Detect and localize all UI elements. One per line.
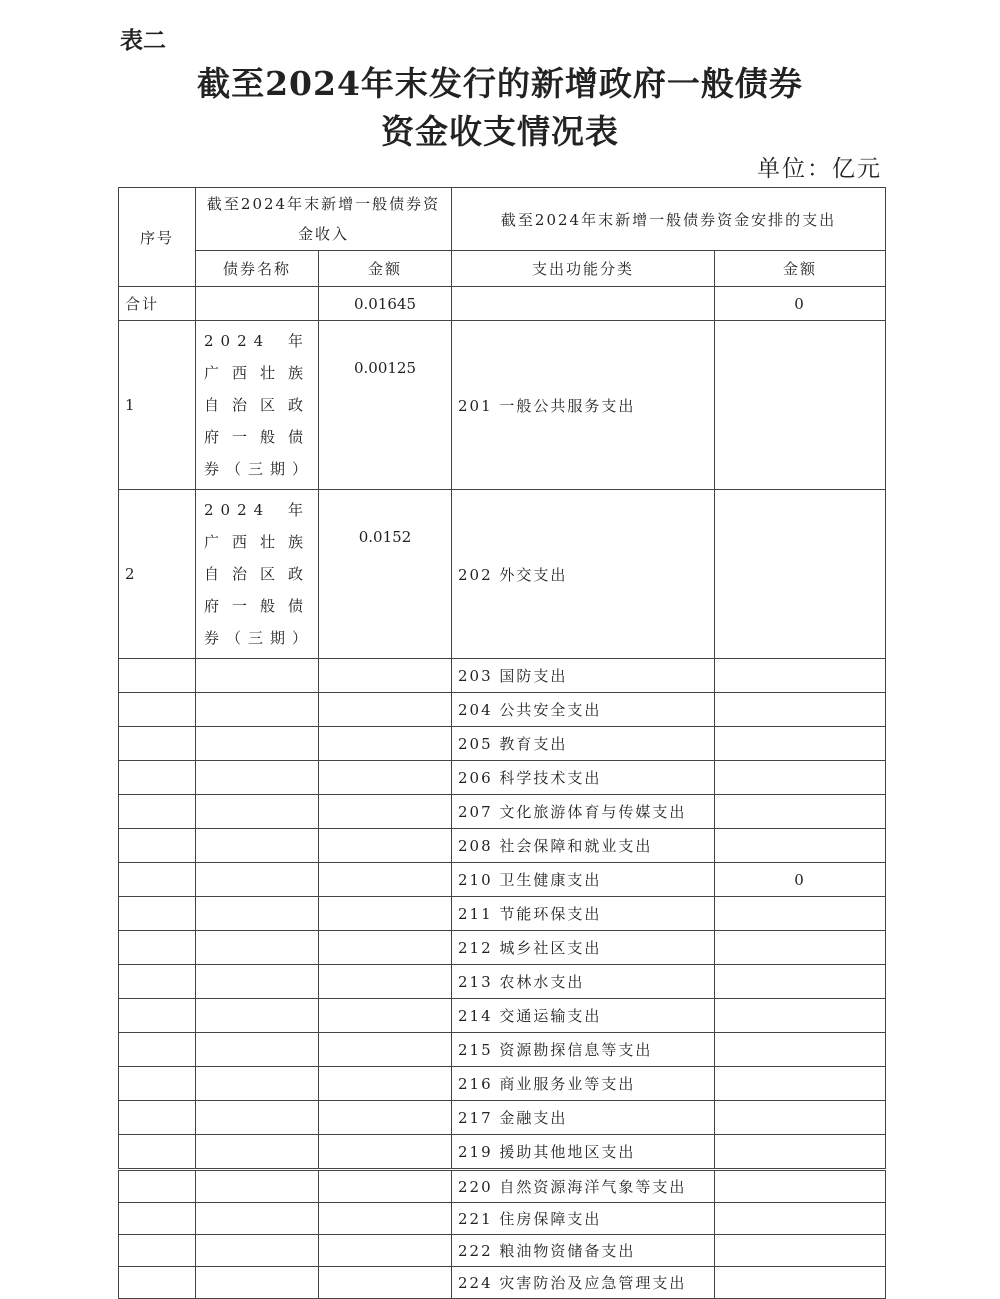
total-label: 合计 — [119, 287, 196, 321]
table-label: 表二 — [120, 28, 166, 54]
row-seq — [119, 727, 196, 761]
row-amount — [319, 931, 452, 965]
row-expense-amount — [715, 659, 886, 693]
row-seq — [119, 1235, 196, 1267]
row-seq — [119, 1267, 196, 1299]
row-seq — [119, 931, 196, 965]
row-bond-name — [196, 1267, 319, 1299]
row-bond-name — [196, 863, 319, 897]
row-category: 205 教育支出 — [452, 727, 715, 761]
row-bond-name — [196, 761, 319, 795]
row-expense-amount — [715, 1203, 886, 1235]
row-category: 202 外交支出 — [452, 490, 715, 659]
row-amount — [319, 829, 452, 863]
header-bond-name: 债券名称 — [196, 251, 319, 287]
row-seq — [119, 897, 196, 931]
table-row — [119, 1267, 886, 1299]
row-amount — [319, 965, 452, 999]
row-category: 201 一般公共服务支出 — [452, 321, 715, 490]
row-category: 222 粮油物资储备支出 — [452, 1235, 715, 1267]
total-bond-name — [196, 287, 319, 321]
row-category: 221 住房保障支出 — [452, 1203, 715, 1235]
table-row — [119, 761, 886, 795]
table-row — [119, 965, 886, 999]
row-bond-name — [196, 1235, 319, 1267]
row-seq — [119, 1033, 196, 1067]
table-row — [119, 999, 886, 1033]
row-expense-amount — [715, 1267, 886, 1299]
row-expense-amount — [715, 693, 886, 727]
row-category: 212 城乡社区支出 — [452, 931, 715, 965]
row-expense-amount — [715, 795, 886, 829]
row-seq — [119, 1170, 196, 1203]
row-expense-amount — [715, 1067, 886, 1101]
row-bond-name — [196, 795, 319, 829]
row-seq — [119, 863, 196, 897]
row-expense-amount — [715, 1135, 886, 1170]
row-seq — [119, 829, 196, 863]
row-bond-name — [196, 693, 319, 727]
row-amount — [319, 1033, 452, 1067]
row-category: 220 自然资源海洋气象等支出 — [452, 1170, 715, 1203]
table-row — [119, 1135, 886, 1170]
table-row — [119, 897, 886, 931]
row-category: 211 节能环保支出 — [452, 897, 715, 931]
row-amount — [319, 693, 452, 727]
row-category: 213 农林水支出 — [452, 965, 715, 999]
row-amount — [319, 727, 452, 761]
row-amount — [319, 659, 452, 693]
row-expense-amount: 0 — [715, 863, 886, 897]
table-row — [119, 1067, 886, 1101]
row-bond-name — [196, 1135, 319, 1170]
table-row — [119, 1101, 886, 1135]
row-amount — [319, 1203, 452, 1235]
row-category: 215 资源勘探信息等支出 — [452, 1033, 715, 1067]
header-income-group: 截至2024年末新增一般债券资金收入 — [196, 188, 452, 251]
row-category: 208 社会保障和就业支出 — [452, 829, 715, 863]
row-category: 219 援助其他地区支出 — [452, 1135, 715, 1170]
row-expense-amount — [715, 761, 886, 795]
row-expense-amount — [715, 999, 886, 1033]
row-amount — [319, 999, 452, 1033]
row-bond-name — [196, 1033, 319, 1067]
row-seq — [119, 1101, 196, 1135]
row-amount — [319, 1067, 452, 1101]
total-income-amount: 0.01645 — [319, 287, 452, 321]
row-expense-amount — [715, 727, 886, 761]
row-seq — [119, 693, 196, 727]
row-bond-name: 2024年广西壮族自治区政府一般债券（三期） — [196, 490, 319, 659]
header-row — [119, 188, 886, 251]
row-seq — [119, 999, 196, 1033]
row-amount — [319, 1101, 452, 1135]
row-bond-name: 2024年广西壮族自治区政府一般债券（三期） — [196, 321, 319, 490]
table-row — [119, 727, 886, 761]
row-amount — [319, 761, 452, 795]
table-row — [119, 931, 886, 965]
row-seq — [119, 1067, 196, 1101]
row-category: 210 卫生健康支出 — [452, 863, 715, 897]
header-amount: 金额 — [319, 251, 452, 287]
row-amount — [319, 1235, 452, 1267]
row-seq — [119, 1135, 196, 1170]
row-category: 214 交通运输支出 — [452, 999, 715, 1033]
row-seq — [119, 761, 196, 795]
row-seq — [119, 659, 196, 693]
row-bond-name — [196, 1203, 319, 1235]
row-category: 207 文化旅游体育与传媒支出 — [452, 795, 715, 829]
row-category: 216 商业服务业等支出 — [452, 1067, 715, 1101]
row-category: 203 国防支出 — [452, 659, 715, 693]
row-expense-amount — [715, 321, 886, 490]
total-category — [452, 287, 715, 321]
table-row — [119, 1170, 886, 1203]
row-bond-name — [196, 659, 319, 693]
row-expense-amount — [715, 1235, 886, 1267]
row-expense-amount — [715, 1170, 886, 1203]
table-row — [119, 1033, 886, 1067]
row-amount — [319, 1135, 452, 1170]
row-bond-name — [196, 1067, 319, 1101]
row-expense-amount — [715, 490, 886, 659]
row-amount: 0.0152 — [319, 490, 452, 659]
subheader-row — [119, 251, 886, 287]
table-row — [119, 659, 886, 693]
row-bond-name — [196, 727, 319, 761]
header-category: 支出功能分类 — [452, 251, 715, 287]
table-row — [119, 863, 886, 897]
header-expense-amount: 金额 — [715, 251, 886, 287]
row-bond-name — [196, 965, 319, 999]
row-expense-amount — [715, 1033, 886, 1067]
row-category: 204 公共安全支出 — [452, 693, 715, 727]
bond-table — [118, 187, 886, 1299]
row-seq: 1 — [119, 321, 196, 490]
table-row — [119, 795, 886, 829]
row-amount — [319, 795, 452, 829]
row-bond-name — [196, 1101, 319, 1135]
row-seq — [119, 1203, 196, 1235]
table-row — [119, 321, 886, 490]
row-expense-amount — [715, 829, 886, 863]
table-row — [119, 490, 886, 659]
row-category: 206 科学技术支出 — [452, 761, 715, 795]
row-bond-name — [196, 1170, 319, 1203]
row-expense-amount — [715, 1101, 886, 1135]
row-amount — [319, 1267, 452, 1299]
row-amount: 0.00125 — [319, 321, 452, 490]
row-bond-name — [196, 897, 319, 931]
row-amount — [319, 897, 452, 931]
row-category: 224 灾害防治及应急管理支出 — [452, 1267, 715, 1299]
row-amount — [319, 863, 452, 897]
page-subtitle: 资金收支情况表 — [381, 112, 619, 151]
table-row — [119, 829, 886, 863]
table-row — [119, 1203, 886, 1235]
row-category: 217 金融支出 — [452, 1101, 715, 1135]
header-seq: 序号 — [119, 188, 196, 287]
row-expense-amount — [715, 931, 886, 965]
row-bond-name — [196, 931, 319, 965]
row-expense-amount — [715, 965, 886, 999]
row-seq: 2 — [119, 490, 196, 659]
row-bond-name — [196, 999, 319, 1033]
page-title: 截至2024年末发行的新增政府一般债券 — [197, 64, 803, 103]
row-bond-name — [196, 829, 319, 863]
total-row — [119, 287, 886, 321]
row-amount — [319, 1170, 452, 1203]
header-expense-group: 截至2024年末新增一般债券资金安排的支出 — [452, 188, 886, 251]
row-seq — [119, 795, 196, 829]
total-expense-amount: 0 — [715, 287, 886, 321]
row-expense-amount — [715, 897, 886, 931]
table-row — [119, 693, 886, 727]
table-row — [119, 1235, 886, 1267]
row-seq — [119, 965, 196, 999]
unit-label: 单位：亿元 — [757, 156, 882, 182]
